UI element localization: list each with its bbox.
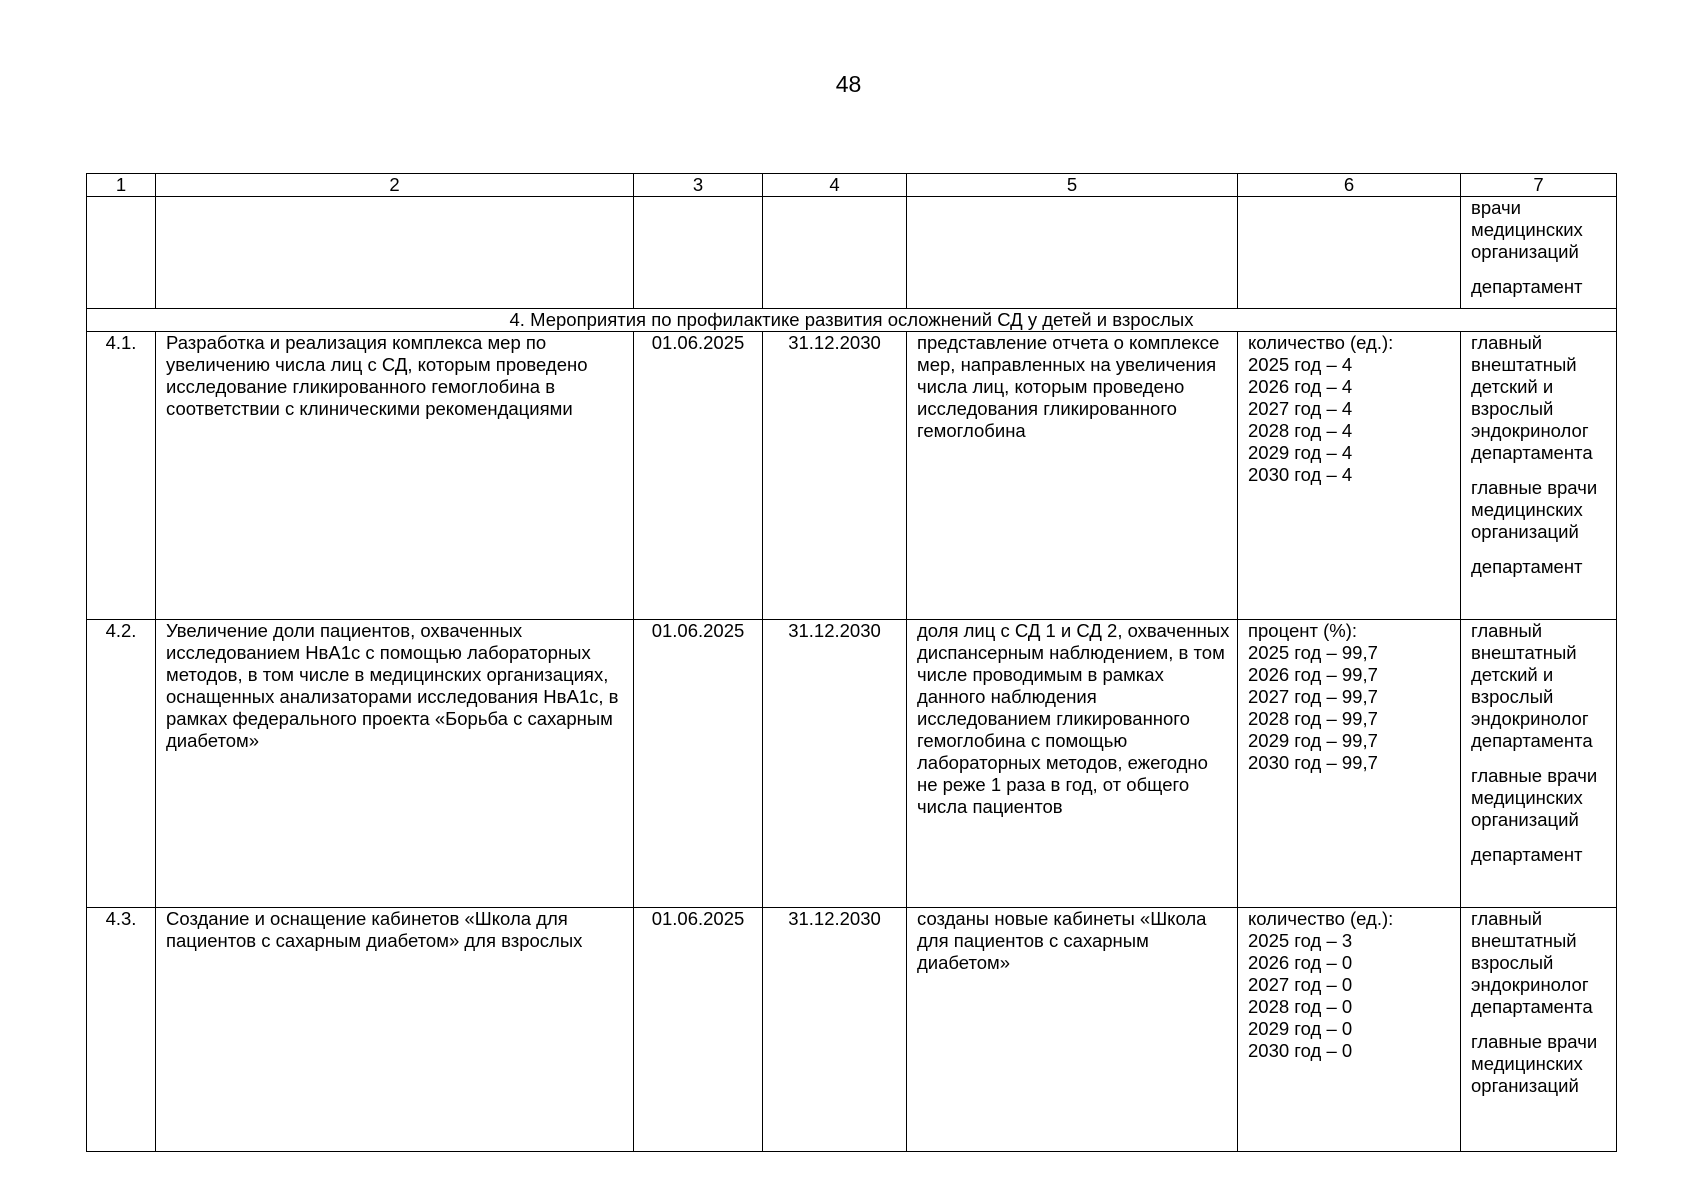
responsible-cell xyxy=(1461,908,1617,1152)
end-date-cell: 31.12.2030 xyxy=(763,908,907,1152)
start-date-cell: 01.06.2025 xyxy=(634,908,763,1152)
end-date-cell: 31.12.2030 xyxy=(763,620,907,908)
responsible-entry: главные врачи медицинских организаций xyxy=(1471,477,1598,542)
indicator-cell: количество (ед.): 2025 год – 3 2026 год – 0 2027 год – 0 2028 год – 0 2029 год – 0 2030 год – 0 xyxy=(1238,908,1461,1152)
result-cell: представление отчета о комплексе мер, направленных на увеличения числа лиц, которым проведено исследования гликированного гемоглобина xyxy=(907,332,1238,620)
section-row xyxy=(87,309,1617,332)
section-title: 4. Мероприятия по профилактике развития осложнений СД у детей и взрослых xyxy=(87,309,1617,332)
column-number: 5 xyxy=(907,174,1238,197)
activities-table xyxy=(86,173,1617,1152)
responsible-entry: департамент xyxy=(1471,844,1583,865)
row-number: 4.3. xyxy=(87,908,156,1152)
activity-cell: Создание и оснащение кабинетов «Школа для пациентов с сахарным диабетом» для взрослых xyxy=(156,908,634,1152)
empty-cell xyxy=(763,197,907,309)
empty-cell xyxy=(156,197,634,309)
responsible-entry: главные врачи медицинских организаций xyxy=(1471,765,1598,830)
result-cell: доля лиц с СД 1 и СД 2, охваченных диспансерным наблюдением, в том числе проводимым в рамках данного наблюдения исследованием гликированного гемоглобина с помощью лабораторных методов, ежегодно не реже 1 раза в год, от общего числа пациентов xyxy=(907,620,1238,908)
column-number: 7 xyxy=(1461,174,1617,197)
row-number: 4.1. xyxy=(87,332,156,620)
responsible-entry: департамент xyxy=(1471,276,1583,297)
table-row xyxy=(87,620,1617,908)
indicator-cell: процент (%): 2025 год – 99,7 2026 год – 99,7 2027 год – 99,7 2028 год – 99,7 2029 год – 99,7 2030 год – 99,7 xyxy=(1238,620,1461,908)
page-number: 48 xyxy=(835,71,862,97)
column-number: 6 xyxy=(1238,174,1461,197)
column-number: 1 xyxy=(87,174,156,197)
table-row xyxy=(87,332,1617,620)
table-row xyxy=(87,908,1617,1152)
row-number: 4.2. xyxy=(87,620,156,908)
column-number: 4 xyxy=(763,174,907,197)
empty-cell xyxy=(87,197,156,309)
empty-cell xyxy=(634,197,763,309)
indicator-cell: количество (ед.): 2025 год – 4 2026 год – 4 2027 год – 4 2028 год – 4 2029 год – 4 2030 год – 4 xyxy=(1238,332,1461,620)
activity-cell: Разработка и реализация комплекса мер по увеличению числа лиц с СД, которым проведено исследование гликированного гемоглобина в соответствии с клиническими рекомендациями xyxy=(156,332,634,620)
column-number-row xyxy=(87,174,1617,197)
responsible-entry: департамент xyxy=(1471,556,1583,577)
start-date-cell: 01.06.2025 xyxy=(634,620,763,908)
activity-cell: Увеличение доли пациентов, охваченных исследованием НвА1с с помощью лабораторных методов, в том числе в медицинских организациях, оснащенных анализаторами исследования НвА1с, в рамках федерального проекта «Борьба с сахарным диабетом» xyxy=(156,620,634,908)
start-date-cell: 01.06.2025 xyxy=(634,332,763,620)
responsible-entry: главный внештатный детский и взрослый эндокринолог департамента xyxy=(1471,332,1593,463)
responsible-entry: главный внештатный детский и взрослый эндокринолог департамента xyxy=(1471,620,1593,751)
responsible-cell xyxy=(1461,332,1617,620)
responsible-entry: главные врачи медицинских организаций xyxy=(1471,1031,1598,1096)
column-number: 3 xyxy=(634,174,763,197)
responsible-cell xyxy=(1461,620,1617,908)
responsible-entry: врачи медицинских организаций xyxy=(1471,197,1583,262)
end-date-cell: 31.12.2030 xyxy=(763,332,907,620)
column-number: 2 xyxy=(156,174,634,197)
result-cell: созданы новые кабинеты «Школа для пациентов с сахарным диабетом» xyxy=(907,908,1238,1152)
empty-cell xyxy=(1238,197,1461,309)
responsible-cell xyxy=(1461,197,1617,309)
responsible-entry: главный внештатный взрослый эндокринолог департамента xyxy=(1471,908,1593,1017)
empty-cell xyxy=(907,197,1238,309)
continuation-row xyxy=(87,197,1617,309)
